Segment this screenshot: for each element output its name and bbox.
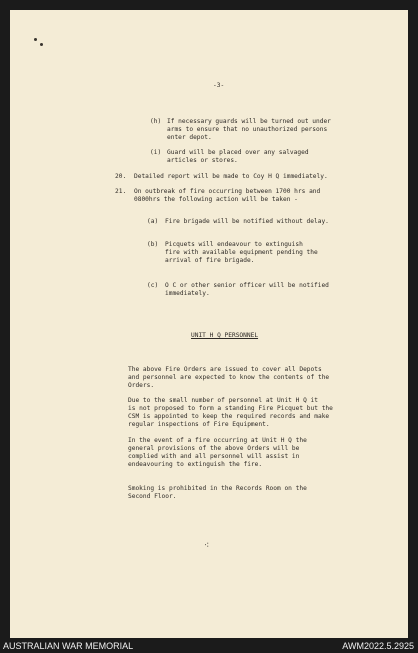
end-mark: ⁖ bbox=[204, 541, 210, 551]
item-text-line: enter depot. bbox=[167, 134, 212, 141]
paragraph-line: CSM is appointed to keep the required records and make bbox=[128, 413, 330, 420]
item-label: 21. bbox=[115, 188, 127, 195]
paragraph-line: endeavouring to extinguish the fire. bbox=[128, 461, 263, 468]
item-text-line: On outbreak of fire occurring between 1700 hrs and bbox=[134, 188, 321, 195]
item-text-line: immediately. bbox=[165, 290, 210, 297]
item-label: (c) bbox=[147, 282, 159, 289]
item-text-line: arms to ensure that no unauthorized persons bbox=[167, 126, 328, 133]
item-label: 20. bbox=[115, 173, 127, 180]
paragraph-line: Due to the small number of personnel at Unit H Q it bbox=[128, 397, 318, 404]
item-text-line: Picquets will endeavour to extinguish bbox=[165, 241, 303, 248]
item-text-line: If necessary guards will be turned out under bbox=[167, 118, 331, 125]
item-text-line: O C or other senior officer will be notified bbox=[165, 282, 329, 289]
item-text-line: fire with available equipment pending the bbox=[165, 249, 318, 256]
footer-accession-number: AWM2022.5.2925 bbox=[342, 641, 414, 651]
item-text-line: Detailed report will be made to Coy H Q immediately. bbox=[134, 173, 328, 180]
paragraph-line: Orders. bbox=[128, 382, 155, 389]
punch-hole bbox=[34, 38, 37, 41]
paragraph-line: and personnel are expected to know the contents of the bbox=[128, 374, 330, 381]
item-text-line: articles or stores. bbox=[167, 157, 238, 164]
item-label: (h) bbox=[150, 118, 162, 125]
paragraph-line: Smoking is prohibited in the Records Room on the bbox=[128, 485, 307, 492]
paragraph-line: The above Fire Orders are issued to cover all Depots bbox=[128, 366, 322, 373]
item-label: (a) bbox=[147, 218, 159, 225]
item-text-line: Guard will be placed over any salvaged bbox=[167, 149, 309, 156]
item-text-line: arrival of fire brigade. bbox=[165, 257, 255, 264]
paragraph-line: regular inspections of Fire Equipment. bbox=[128, 421, 270, 428]
paragraph-line: is not proposed to form a standing Fire Picquet but the bbox=[128, 405, 333, 412]
footer-bar bbox=[0, 639, 418, 653]
punch-hole bbox=[40, 43, 43, 46]
footer-institution: AUSTRALIAN WAR MEMORIAL bbox=[3, 641, 134, 651]
document-page bbox=[10, 10, 408, 638]
item-label: (b) bbox=[147, 241, 159, 248]
paragraph-line: In the event of a fire occurring at Unit H Q the bbox=[128, 437, 307, 444]
section-heading: UNIT H Q PERSONNEL bbox=[191, 332, 259, 339]
page-number: -3- bbox=[213, 82, 225, 89]
paragraph-line: general provisions of the above Orders will be bbox=[128, 445, 300, 452]
item-label: (i) bbox=[150, 149, 162, 156]
item-text-line: 0800hrs the following action will be taken - bbox=[134, 196, 298, 203]
paragraph-line: Second Floor. bbox=[128, 493, 177, 500]
item-text-line: Fire brigade will be notified without delay. bbox=[165, 218, 329, 225]
paragraph-line: complied with and all personnel will assist in bbox=[128, 453, 300, 460]
